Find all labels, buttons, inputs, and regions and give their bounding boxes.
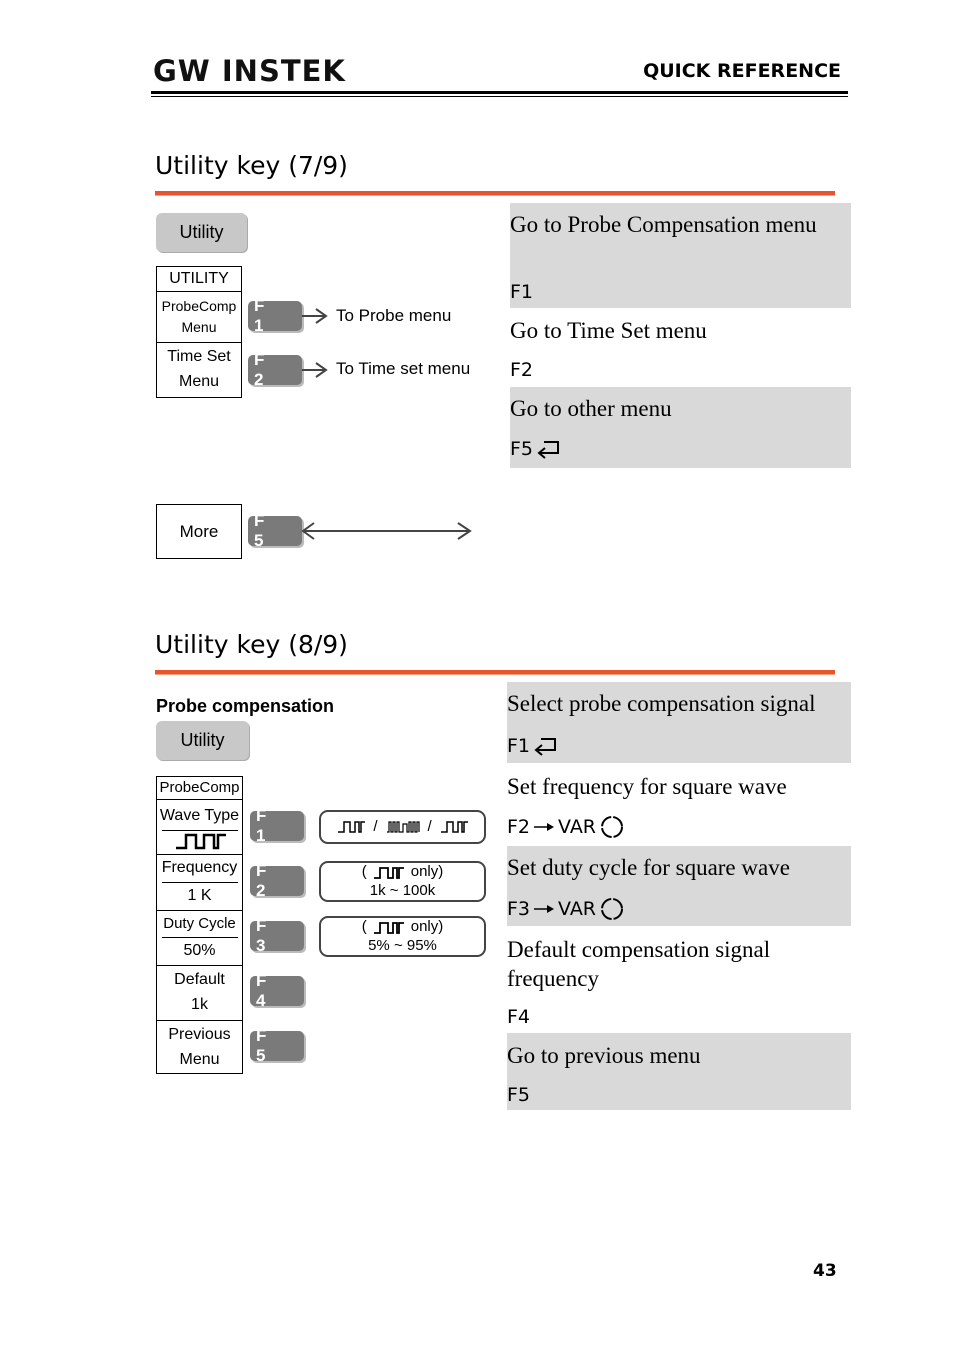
frequency-range-box <box>319 861 486 902</box>
square-wave-icon <box>373 921 405 934</box>
gw-instek-logo: GW INSTEK <box>153 54 346 88</box>
desc-title: Set duty cycle for square wave <box>507 855 790 880</box>
quick-reference-heading: QUICK REFERENCE <box>643 60 841 82</box>
utility-button[interactable]: Utility <box>156 213 247 252</box>
desc-title: Default compensation signal frequency <box>507 937 771 991</box>
desc-key-row <box>507 815 625 839</box>
wave-type-options <box>319 810 486 844</box>
utility-button[interactable]: Utility <box>156 721 249 760</box>
square-wave-icon <box>337 820 365 834</box>
divider <box>162 882 238 883</box>
return-arrow-icon <box>536 439 562 459</box>
desc-title: Go to Time Set menu <box>510 318 707 343</box>
more-menu-item[interactable]: More <box>156 504 242 559</box>
menu-item-previous[interactable] <box>157 1021 242 1075</box>
menu-item-label: Menu <box>179 1051 220 1068</box>
desc-other-menu <box>510 387 851 468</box>
menu-title: ProbeComp <box>157 777 242 800</box>
duty-range: 5% ~ 95% <box>368 936 437 954</box>
only-label: only) <box>410 917 444 935</box>
desc-key: F2 <box>510 359 534 381</box>
open-paren: ( <box>361 862 367 880</box>
desc-key: F1 <box>510 281 534 303</box>
menu-item-frequency[interactable] <box>157 855 242 911</box>
desc-title: Go to Probe Compensation menu <box>510 212 817 237</box>
section-title-7-9: Utility key (7/9) <box>155 151 348 180</box>
desc-select-signal <box>507 682 851 763</box>
header-rule-thin <box>151 96 848 97</box>
frequency-range: 1k ~ 100k <box>369 881 436 899</box>
square-wave-icon <box>440 820 468 834</box>
menu-item-label: Time Set <box>167 347 231 365</box>
to-time-set-menu-label: To Time set menu <box>336 359 471 378</box>
menu-item-label: Duty Cycle <box>163 915 236 933</box>
only-label: only) <box>410 862 444 880</box>
return-arrow-icon <box>533 736 559 756</box>
desc-probe-comp <box>510 203 851 308</box>
desc-key-var: VAR <box>558 816 597 838</box>
desc-time-set <box>510 308 851 387</box>
menu-item-value: 1 K <box>187 887 212 904</box>
menu-item-label: Default <box>174 971 225 989</box>
f1-key[interactable]: F 1 <box>250 811 304 841</box>
divider <box>162 830 238 831</box>
menu-item-label: Menu <box>178 372 220 390</box>
menu-item-label: ProbeComp <box>161 298 237 314</box>
menu-item-default[interactable] <box>157 966 242 1021</box>
desc-key: F5 <box>507 1084 531 1106</box>
var-knob-icon <box>599 815 625 839</box>
menu-item-wave-type[interactable] <box>157 800 242 855</box>
option-separator: / <box>373 817 378 835</box>
menu-item-label: Wave Type <box>159 807 240 825</box>
arrow-right-icon <box>302 306 330 326</box>
utility-menu <box>156 266 242 398</box>
desc-key: F2 <box>507 816 531 838</box>
desc-key: F4 <box>507 1006 531 1028</box>
desc-set-duty <box>507 846 851 926</box>
arrow-right-icon <box>533 903 555 915</box>
section-underline <box>155 670 835 675</box>
section-title-8-9: Utility key (8/9) <box>155 630 348 659</box>
frequency-only-row <box>362 863 444 882</box>
desc-key: F3 <box>507 898 531 920</box>
probecomp-menu <box>156 776 243 1074</box>
f5-key[interactable]: F 5 <box>248 516 302 546</box>
header-rule-thick <box>151 91 848 94</box>
desc-key: F5 <box>510 438 534 460</box>
menu-item-duty-cycle[interactable] <box>157 911 242 966</box>
duty-cycle-range-box <box>319 916 486 957</box>
arrow-right-icon <box>533 821 555 833</box>
desc-key-var: VAR <box>558 898 597 920</box>
f1-key[interactable]: F 1 <box>248 301 302 331</box>
desc-title: Set frequency for square wave <box>507 774 787 799</box>
menu-item-timeset[interactable] <box>157 343 241 396</box>
section-underline <box>155 191 835 196</box>
desc-title: Go to previous menu <box>507 1043 701 1068</box>
menu-title: UTILITY <box>157 267 241 292</box>
f4-key[interactable]: F 4 <box>250 976 304 1006</box>
divider <box>162 937 238 938</box>
double-arrow-icon <box>300 520 474 542</box>
desc-title: Select probe compensation signal <box>507 691 816 716</box>
desc-default-freq <box>507 926 851 1033</box>
square-wave-icon <box>174 832 226 850</box>
menu-item-label: Previous <box>168 1026 231 1044</box>
f2-key[interactable]: F 2 <box>248 355 302 385</box>
duty-only-row <box>362 918 444 937</box>
menu-item-value: 50% <box>183 941 216 959</box>
open-paren: ( <box>361 917 367 935</box>
f3-key[interactable]: F 3 <box>250 921 304 951</box>
desc-key: F1 <box>507 735 531 757</box>
menu-item-label: Frequency <box>161 859 238 877</box>
arrow-right-icon <box>302 360 330 380</box>
square-wave-icon <box>373 866 405 879</box>
to-probe-menu-label: To Probe menu <box>336 306 452 325</box>
probe-compensation-label: Probe compensation <box>156 696 335 716</box>
page-number: 43 <box>813 1261 837 1281</box>
desc-key-row <box>507 735 559 757</box>
var-knob-icon <box>599 897 625 921</box>
desc-set-frequency <box>507 763 851 846</box>
menu-item-value: 1k <box>191 996 208 1013</box>
f2-key[interactable]: F 2 <box>250 866 304 896</box>
menu-item-label: Menu <box>181 319 217 335</box>
menu-item-probecomp[interactable] <box>157 292 241 343</box>
desc-key-row <box>510 438 562 460</box>
pulse-train-icon <box>386 820 420 834</box>
desc-previous-menu <box>507 1033 851 1110</box>
option-separator: / <box>427 817 432 835</box>
desc-title: Go to other menu <box>510 396 672 421</box>
desc-key-row <box>507 897 625 921</box>
f5-key[interactable]: F 5 <box>250 1031 304 1061</box>
